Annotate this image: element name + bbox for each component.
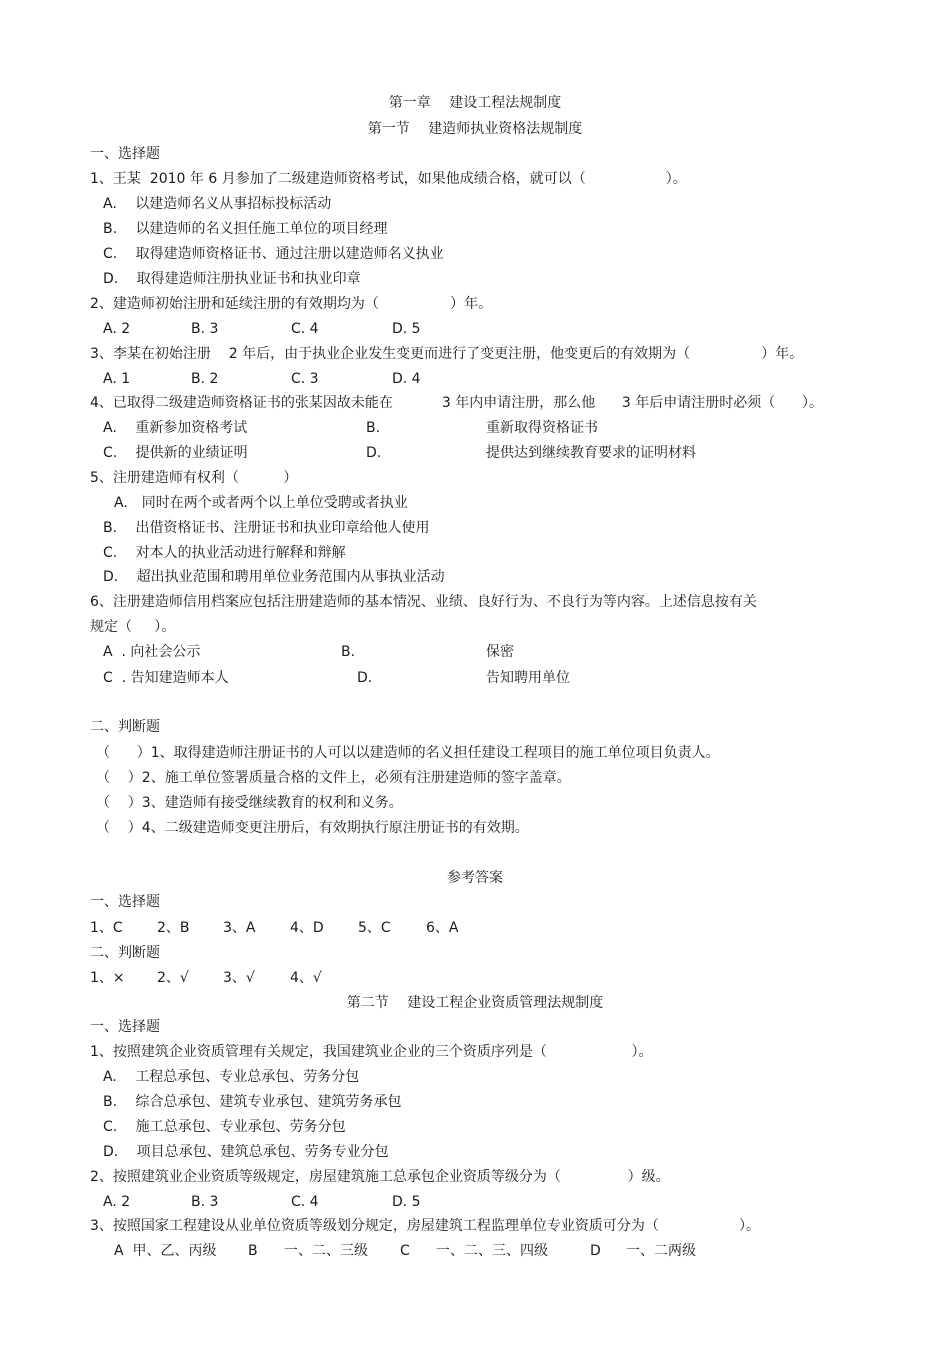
s1-q3-option-d: D. 4	[392, 371, 421, 387]
s1-q6-option-d-letter: D.	[357, 670, 373, 686]
s1-q1-option-b: B. 以建造师的名义担任施工单位的项目经理	[103, 221, 388, 237]
s1-q5-option-d: D. 超出执业范围和聘用单位业务范围内从事执业活动	[103, 569, 445, 585]
s2-q1-option-a: A. 工程总承包、专业总承包、劳务分包	[103, 1069, 360, 1085]
answers-title: 参考答案	[447, 870, 503, 886]
s1-q1-option-c: C. 取得建造师资格证书、通过注册以建造师名义执业	[103, 246, 444, 262]
s2-q3-option-b-letter: B	[248, 1243, 258, 1259]
s1-q5-option-c: C. 对本人的执业活动进行解释和辩解	[103, 545, 346, 561]
s1-q6-stem: 6、注册建造师信用档案应包括注册建造师的基本情况、业绩、良好行为、不良行为等内容。上述信息按有关	[90, 594, 757, 610]
s1-q1-option-d: D. 取得建造师注册执业证书和执业印章	[103, 271, 361, 287]
s1-q5-option-a: A. 同时在两个或者两个以上单位受聘或者执业	[114, 495, 408, 511]
s1-q3-option-b: B. 2	[191, 371, 219, 387]
s2-q2-option-d: D. 5	[392, 1194, 421, 1210]
s1-q4-option-d-text: 提供达到继续教育要求的证明材料	[486, 445, 696, 461]
answer-judgment-1: 1、×	[90, 970, 125, 986]
s1-judgment-2: （ ）2、施工单位签署质量合格的文件上，必须有注册建造师的签字盖章。	[96, 770, 571, 786]
s2-q3-option-d-letter: D	[590, 1243, 601, 1259]
s1-judgment-1: （ ）1、取得建造师注册证书的人可以以建造师的名义担任建设工程项目的施工单位项目负责人。	[96, 745, 720, 761]
s1-q2-option-d: D. 5	[392, 321, 421, 337]
answers-part1-heading: 一、选择题	[90, 894, 160, 910]
s1-judgment-3: （ ）3、建造师有接受继续教育的权利和义务。	[96, 795, 403, 811]
s1-q6-option-a: A . 向社会公示	[103, 644, 201, 660]
s2-q3-option-d-text: 一、二两级	[626, 1243, 696, 1259]
s2-q1-option-c: C. 施工总承包、专业承包、劳务分包	[103, 1119, 346, 1135]
answer-choice-3: 3、A	[223, 920, 256, 936]
s1-q4-option-a: A. 重新参加资格考试	[103, 420, 248, 436]
section2-part1-heading: 一、选择题	[90, 1019, 160, 1035]
s1-q2-option-a: A. 2	[103, 321, 131, 337]
s1-judgment-4: （ ）4、二级建造师变更注册后，有效期执行原注册证书的有效期。	[96, 820, 529, 836]
answer-choice-6: 6、A	[426, 920, 459, 936]
s2-q2-option-c: C. 4	[291, 1194, 319, 1210]
s1-q2-option-c: C. 4	[291, 321, 319, 337]
s2-q3-option-c-letter: C	[400, 1243, 410, 1259]
s1-q6-option-b-letter: B.	[341, 644, 356, 660]
answer-choice-2: 2、B	[157, 920, 190, 936]
s1-q6-stem-cont: 规定（ ）。	[90, 619, 176, 635]
s1-q4-stem: 4、已取得二级建造师资格证书的张某因故未能在 3 年内申请注册，那么他 3 年后申请注册时必须（ ）。	[90, 395, 823, 411]
s1-q6-option-d-text: 告知聘用单位	[486, 670, 570, 686]
answer-choice-4: 4、D	[290, 920, 324, 936]
s2-q2-option-b: B. 3	[191, 1194, 219, 1210]
s2-q1-option-d: D. 项目总承包、建筑总承包、劳务专业分包	[103, 1144, 389, 1160]
s2-q3-option-c-text: 一、二、三、四级	[436, 1243, 548, 1259]
answer-judgment-4: 4、√	[290, 970, 322, 986]
answer-choice-5: 5、C	[358, 920, 391, 936]
answer-judgment-2: 2、√	[157, 970, 189, 986]
s1-q2-option-b: B. 3	[191, 321, 219, 337]
s1-q6-option-c: C . 告知建造师本人	[103, 670, 229, 686]
s1-q3-option-a: A. 1	[103, 371, 131, 387]
answer-judgment-3: 3、√	[223, 970, 255, 986]
answer-choice-1: 1、C	[90, 920, 123, 936]
s2-q1-stem: 1、按照建筑企业资质管理有关规定，我国建筑业企业的三个资质序列是（ ）。	[90, 1044, 653, 1060]
s1-q4-option-d-letter: D.	[366, 445, 382, 461]
s1-q3-option-c: C. 3	[291, 371, 319, 387]
s2-q2-option-a: A. 2	[103, 1194, 131, 1210]
s2-q3-option-a: A 甲、乙、丙级	[114, 1243, 217, 1259]
answers-part2-heading: 二、判断题	[90, 945, 160, 961]
s2-q1-option-b: B. 综合总承包、建筑专业承包、建筑劳务承包	[103, 1094, 402, 1110]
s1-q2-stem: 2、建造师初始注册和延续注册的有效期均为（ ）年。	[90, 296, 493, 312]
section2-title: 第二节 建设工程企业资质管理法规制度	[346, 995, 604, 1011]
section1-part1-heading: 一、选择题	[90, 146, 160, 162]
s2-q3-option-b-text: 一、二、三级	[284, 1243, 368, 1259]
s1-q4-option-b-letter: B.	[366, 420, 381, 436]
s1-q4-option-b-text: 重新取得资格证书	[486, 420, 598, 436]
s1-q3-stem: 3、李某在初始注册 2 年后，由于执业企业发生变更而进行了变更注册，他变更后的有效期为（ ）年。	[90, 346, 804, 362]
section1-part2-heading: 二、判断题	[90, 719, 160, 735]
section1-title: 第一节 建造师执业资格法规制度	[367, 121, 583, 137]
s2-q2-stem: 2、按照建筑业企业资质等级规定，房屋建筑施工总承包企业资质等级分为（ ）级。	[90, 1169, 670, 1185]
s2-q3-stem: 3、按照国家工程建设从业单位资质等级划分规定，房屋建筑工程监理单位专业资质可分为（ ）。	[90, 1218, 761, 1234]
s1-q4-option-c: C. 提供新的业绩证明	[103, 445, 248, 461]
s1-q1-option-a: A. 以建造师名义从事招标投标活动	[103, 196, 332, 212]
s1-q1-stem: 1、王某 2010 年 6 月参加了二级建造师资格考试，如果他成绩合格，就可以（ ）。	[90, 171, 687, 187]
s1-q5-stem: 5、注册建造师有权利（ ）	[90, 470, 298, 486]
s1-q5-option-b: B. 出借资格证书、注册证书和执业印章给他人使用	[103, 520, 430, 536]
s1-q6-option-b-text: 保密	[486, 644, 514, 660]
chapter-title: 第一章 建设工程法规制度	[388, 95, 562, 111]
